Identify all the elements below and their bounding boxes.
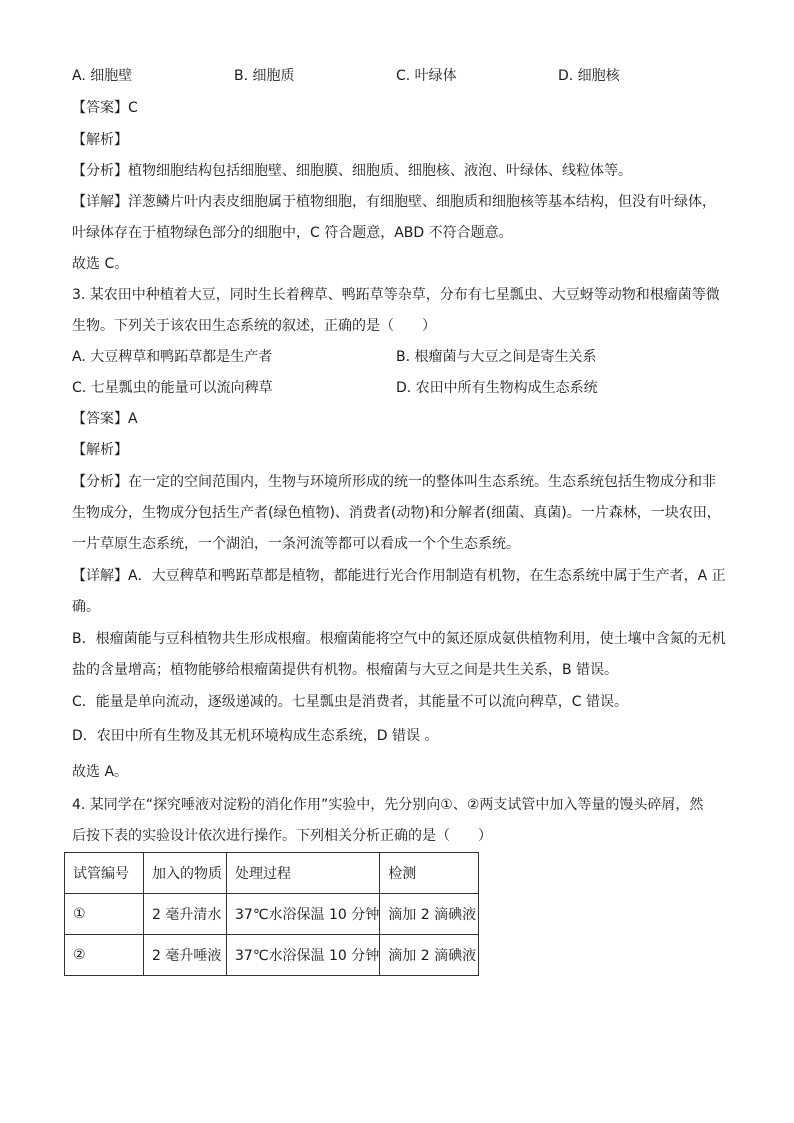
q3-fenxi-line1: 【分析】在一定的空间范围内，生物与环境所形成的统一的整体叫生态系统。生态系统包括生物成分和非 xyxy=(72,474,716,490)
q3-xiangjie-a-line1: 【详解】A．大豆稗草和鸭跖草都是植物，都能进行光合作用制造有机物，在生态系统中属于生产者，A 正 xyxy=(72,568,726,584)
q3-fenxi-line3: 一片草原生态系统，一个湖泊，一条河流等都可以看成一个个生态系统。 xyxy=(72,536,520,552)
table-header-cell: 处理过程 xyxy=(227,853,380,894)
q2-option-b: B. 细胞质 xyxy=(234,68,295,84)
q3-xiangjie-d: D．农田中所有生物及其无机环境构成生态系统，D 错误 。 xyxy=(72,728,439,744)
table-cell: 2 毫升清水 xyxy=(144,894,227,935)
q2-option-d: D. 细胞核 xyxy=(558,68,620,84)
q3-stem-line2: 生物。下列关于该农田生态系统的叙述，正确的是（ ） xyxy=(72,318,436,334)
q3-analysis-label: 【解析】 xyxy=(72,442,128,458)
q3-fenxi-line2: 生物成分，生物成分包括生产者(绿色植物)、消费者(动物)和分解者(细菌、真菌)。一片森林，一块农田， xyxy=(72,505,721,521)
table-header-row xyxy=(65,853,479,894)
q3-option-b: B. 根瘤菌与大豆之间是寄生关系 xyxy=(396,349,597,365)
q3-conclusion: 故选 A。 xyxy=(72,764,129,780)
q2-analysis-label: 【解析】 xyxy=(72,132,128,148)
q3-stem-line1: 3. 某农田中种植着大豆，同时生长着稗草、鸭跖草等杂草，分布有七星瓢虫、大豆蚜等动物和根瘤菌等微 xyxy=(72,287,720,303)
table-header-cell: 检测 xyxy=(380,853,479,894)
q3-xiangjie-b-line1: B．根瘤菌能与豆科植物共生形成根瘤。根瘤菌能将空气中的氮还原成氨供植物利用，使土壤中含氮的无机 xyxy=(72,631,726,647)
q2-fenxi: 【分析】植物细胞结构包括细胞壁、细胞膜、细胞质、细胞核、液泡、叶绿体、线粒体等。 xyxy=(72,163,632,179)
q3-option-d: D. 农田中所有生物构成生态系统 xyxy=(396,380,598,396)
q2-xiangjie-line2: 叶绿体存在于植物绿色部分的细胞中，C 符合题意，ABD 不符合题意。 xyxy=(72,225,513,241)
q3-xiangjie-c: C．能量是单向流动，逐级递减的。七星瓢虫是消费者，其能量不可以流向稗草，C 错误。 xyxy=(72,694,628,710)
table-cell: 37℃水浴保温 10 分钟 xyxy=(227,894,380,935)
table-cell: ① xyxy=(65,894,144,935)
table-cell: 滴加 2 滴碘液 xyxy=(380,935,479,976)
q2-conclusion: 故选 C。 xyxy=(72,256,129,272)
table-cell: ② xyxy=(65,935,144,976)
table-cell: 2 毫升唾液 xyxy=(144,935,227,976)
q2-xiangjie-line1: 【详解】洋葱鳞片叶内表皮细胞属于植物细胞，有细胞壁、细胞质和细胞核等基本结构，但没有叶绿体， xyxy=(72,194,716,210)
table-header-cell: 加入的物质 xyxy=(144,853,227,894)
experiment-table xyxy=(64,852,479,976)
q2-option-a: A. 细胞壁 xyxy=(72,68,133,84)
table-cell: 37℃水浴保温 10 分钟 xyxy=(227,935,380,976)
q3-option-c: C. 七星瓢虫的能量可以流向稗草 xyxy=(72,380,273,396)
q4-stem-line1: 4. 某同学在“探究唾液对淀粉的消化作用”实验中，先分别向①、②两支试管中加入等量的馒头碎屑，然 xyxy=(72,797,704,813)
q3-answer: 【答案】A xyxy=(72,411,138,427)
table-header-cell: 试管编号 xyxy=(65,853,144,894)
table-cell: 滴加 2 滴碘液 xyxy=(380,894,479,935)
q3-xiangjie-b-line2: 盐的含量增高；植物能够给根瘤菌提供有机物。根瘤菌与大豆之间是共生关系，B 错误。 xyxy=(72,662,619,678)
table-row xyxy=(65,894,479,935)
q3-option-a: A. 大豆稗草和鸭跖草都是生产者 xyxy=(72,349,273,365)
q3-xiangjie-a-line2: 确。 xyxy=(72,599,100,615)
table-row xyxy=(65,935,479,976)
q2-answer: 【答案】C xyxy=(72,100,138,116)
q4-stem-line2: 后按下表的实验设计依次进行操作。下列相关分析正确的是（ ） xyxy=(72,828,492,844)
q2-option-c: C. 叶绿体 xyxy=(396,68,457,84)
